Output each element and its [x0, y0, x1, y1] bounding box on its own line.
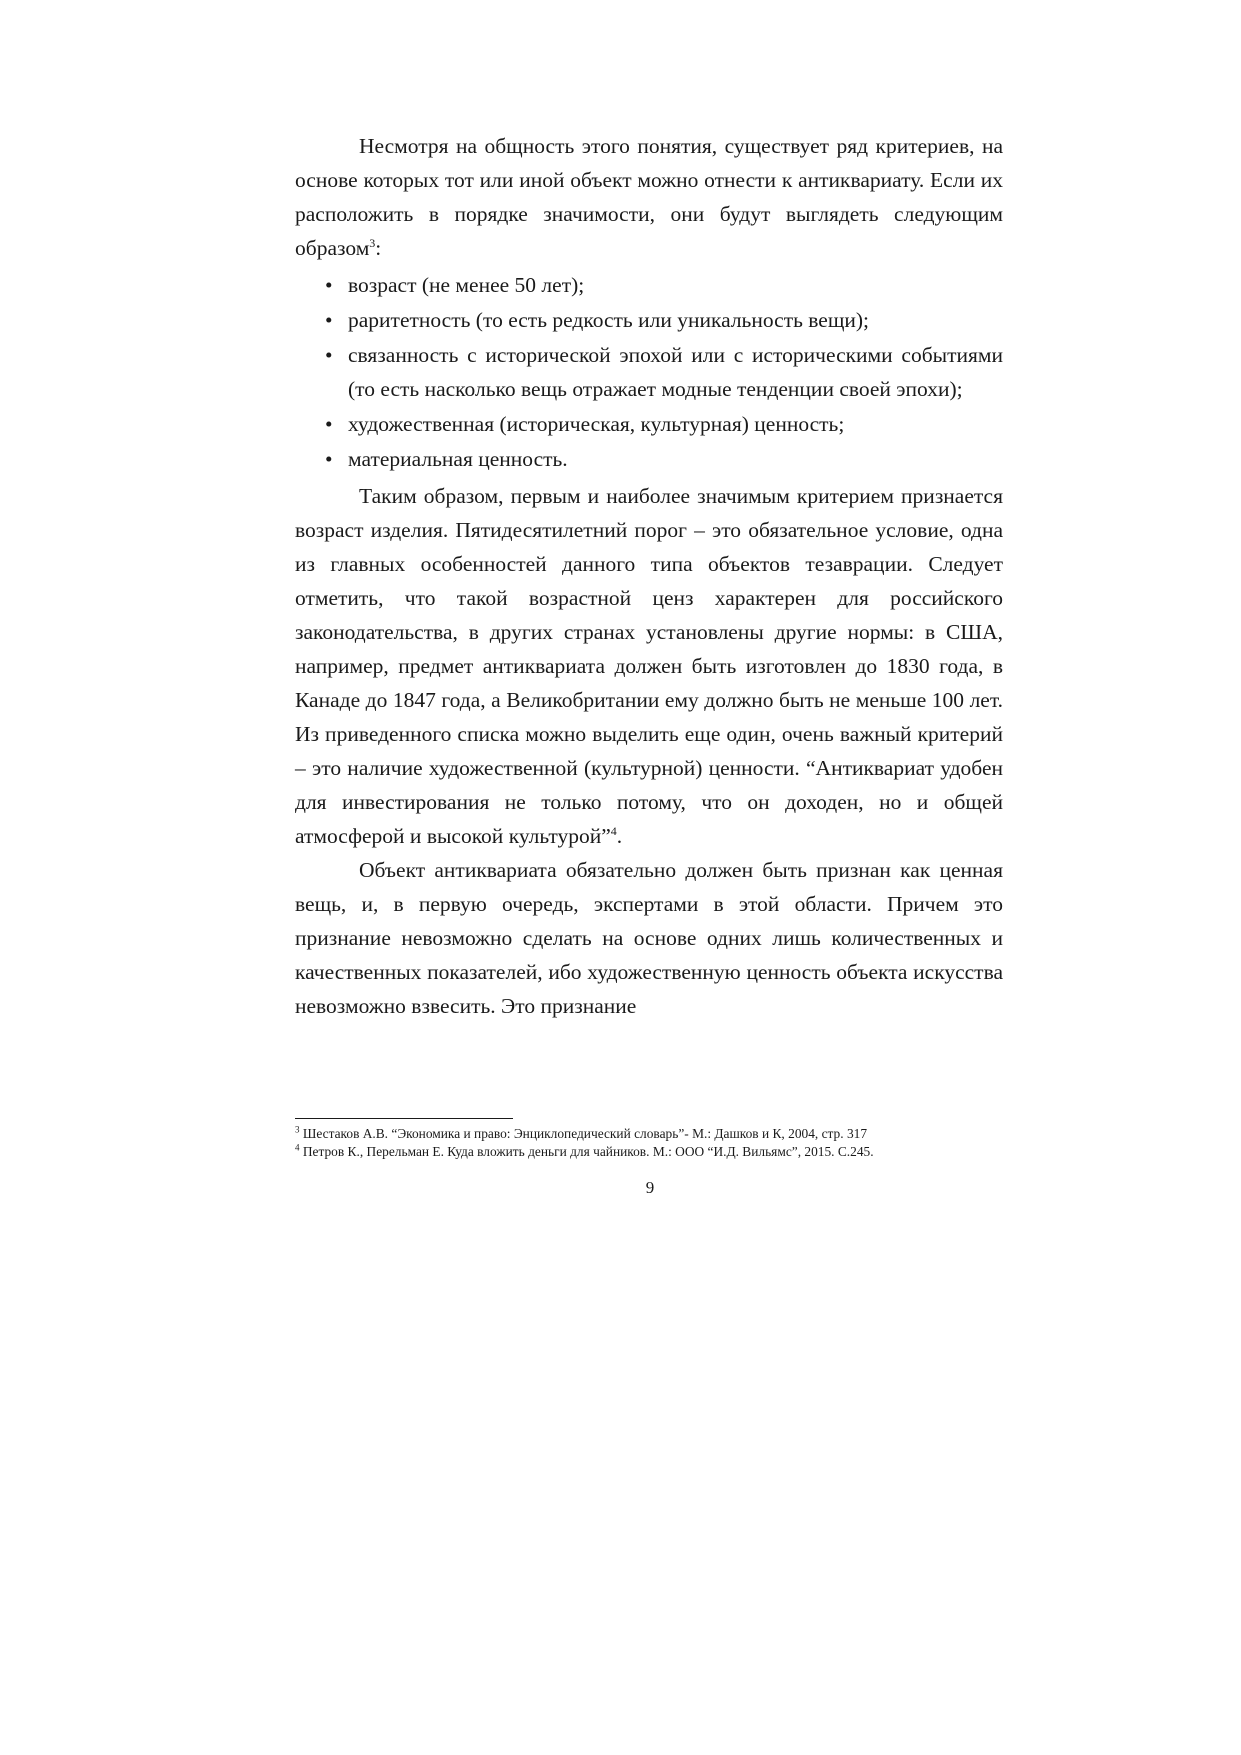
list-item [295, 407, 1003, 441]
paragraph-text: Таким образом, первым и наиболее значимым критерием признается возраст изделия. Пятидесятилетний порог – это обязательное условие, одна из главных особенностей данного типа объектов тезаврации. Следует отметить, что такой возрастной ценз характерен для российского законодательства, в других странах установлены другие нормы: в США, например, предмет антиквариата должен быть изготовлен до 1830 года, в Канаде до 1847 года, а Великобритании ему должно быть не меньше 100 лет. Из приведенного списка можно выделить еще один, очень важный критерий – это наличие художественной (культурной) ценности. “Антиквариат удобен для инвестирования не только потому, что он доходен, но и общей атмосферой и высокой культурой” [295, 484, 1003, 848]
page-number: 9 [645, 1178, 655, 1197]
footnote-ref-3[interactable]: 3 [369, 235, 376, 250]
list-item-text: раритетность (то есть редкость или уникальность вещи); [348, 308, 870, 332]
footnote-ref-4[interactable]: 4 [610, 823, 617, 838]
list-item-text: материальная ценность. [348, 447, 568, 471]
paragraph-recognition [295, 853, 1003, 1023]
list-item-text: связанность с исторической эпохой или с историческими событиями (то есть насколько вещь отражает модные тенденции своей эпохи); [348, 343, 1003, 401]
footnote-text: Петров К., Перельман Е. Куда вложить деньги для чайников. М.: ООО “И.Д. Вильямс”, 2015. С.245. [302, 1144, 874, 1159]
list-item-text: возраст (не менее 50 лет); [348, 273, 585, 297]
bullet-icon: • [325, 308, 333, 332]
footnote-3 [295, 1125, 1015, 1143]
paragraph-age-criterion [295, 479, 1003, 853]
footnotes [295, 1125, 1015, 1161]
bullet-icon: • [325, 273, 333, 297]
footnote-number: 3 [295, 1124, 300, 1135]
paragraph-tail: : [375, 236, 382, 260]
bullet-icon: • [325, 447, 333, 471]
bullet-icon: • [325, 412, 333, 436]
footnote-text: Шестаков А.В. “Экономика и право: Энциклопедический словарь”- М.: Дашков и К, 2004, стр. 317 [302, 1126, 868, 1141]
footnote-number: 4 [295, 1142, 300, 1153]
paragraph-criteria-intro [295, 129, 1003, 265]
bullet-icon: • [325, 343, 333, 367]
list-item-text: художественная (историческая, культурная) ценность; [348, 412, 845, 436]
paragraph-text: Объект антиквариата обязательно должен быть признан как ценная вещь, и, в первую очередь, экспертами в этой области. Причем это признание невозможно сделать на основе одних лишь количественных и качественных показателей, ибо художественную ценность объекта искусства невозможно взвесить. Это признание [295, 858, 1003, 1018]
list-item [295, 268, 1003, 302]
footnote-4 [295, 1143, 1015, 1161]
paragraph-tail: . [616, 824, 623, 848]
list-item [295, 442, 1003, 476]
paragraph-text: Несмотря на общность этого понятия, существует ряд критериев, на основе которых тот или иной объект можно отнести к антиквариату. Если их расположить в порядке значимости, они будут выглядеть следующим образом [295, 134, 1003, 260]
footnote-separator [295, 1118, 513, 1119]
criteria-list [295, 268, 1003, 476]
list-item [295, 338, 1003, 406]
list-item [295, 303, 1003, 337]
body-text [295, 129, 1003, 1023]
